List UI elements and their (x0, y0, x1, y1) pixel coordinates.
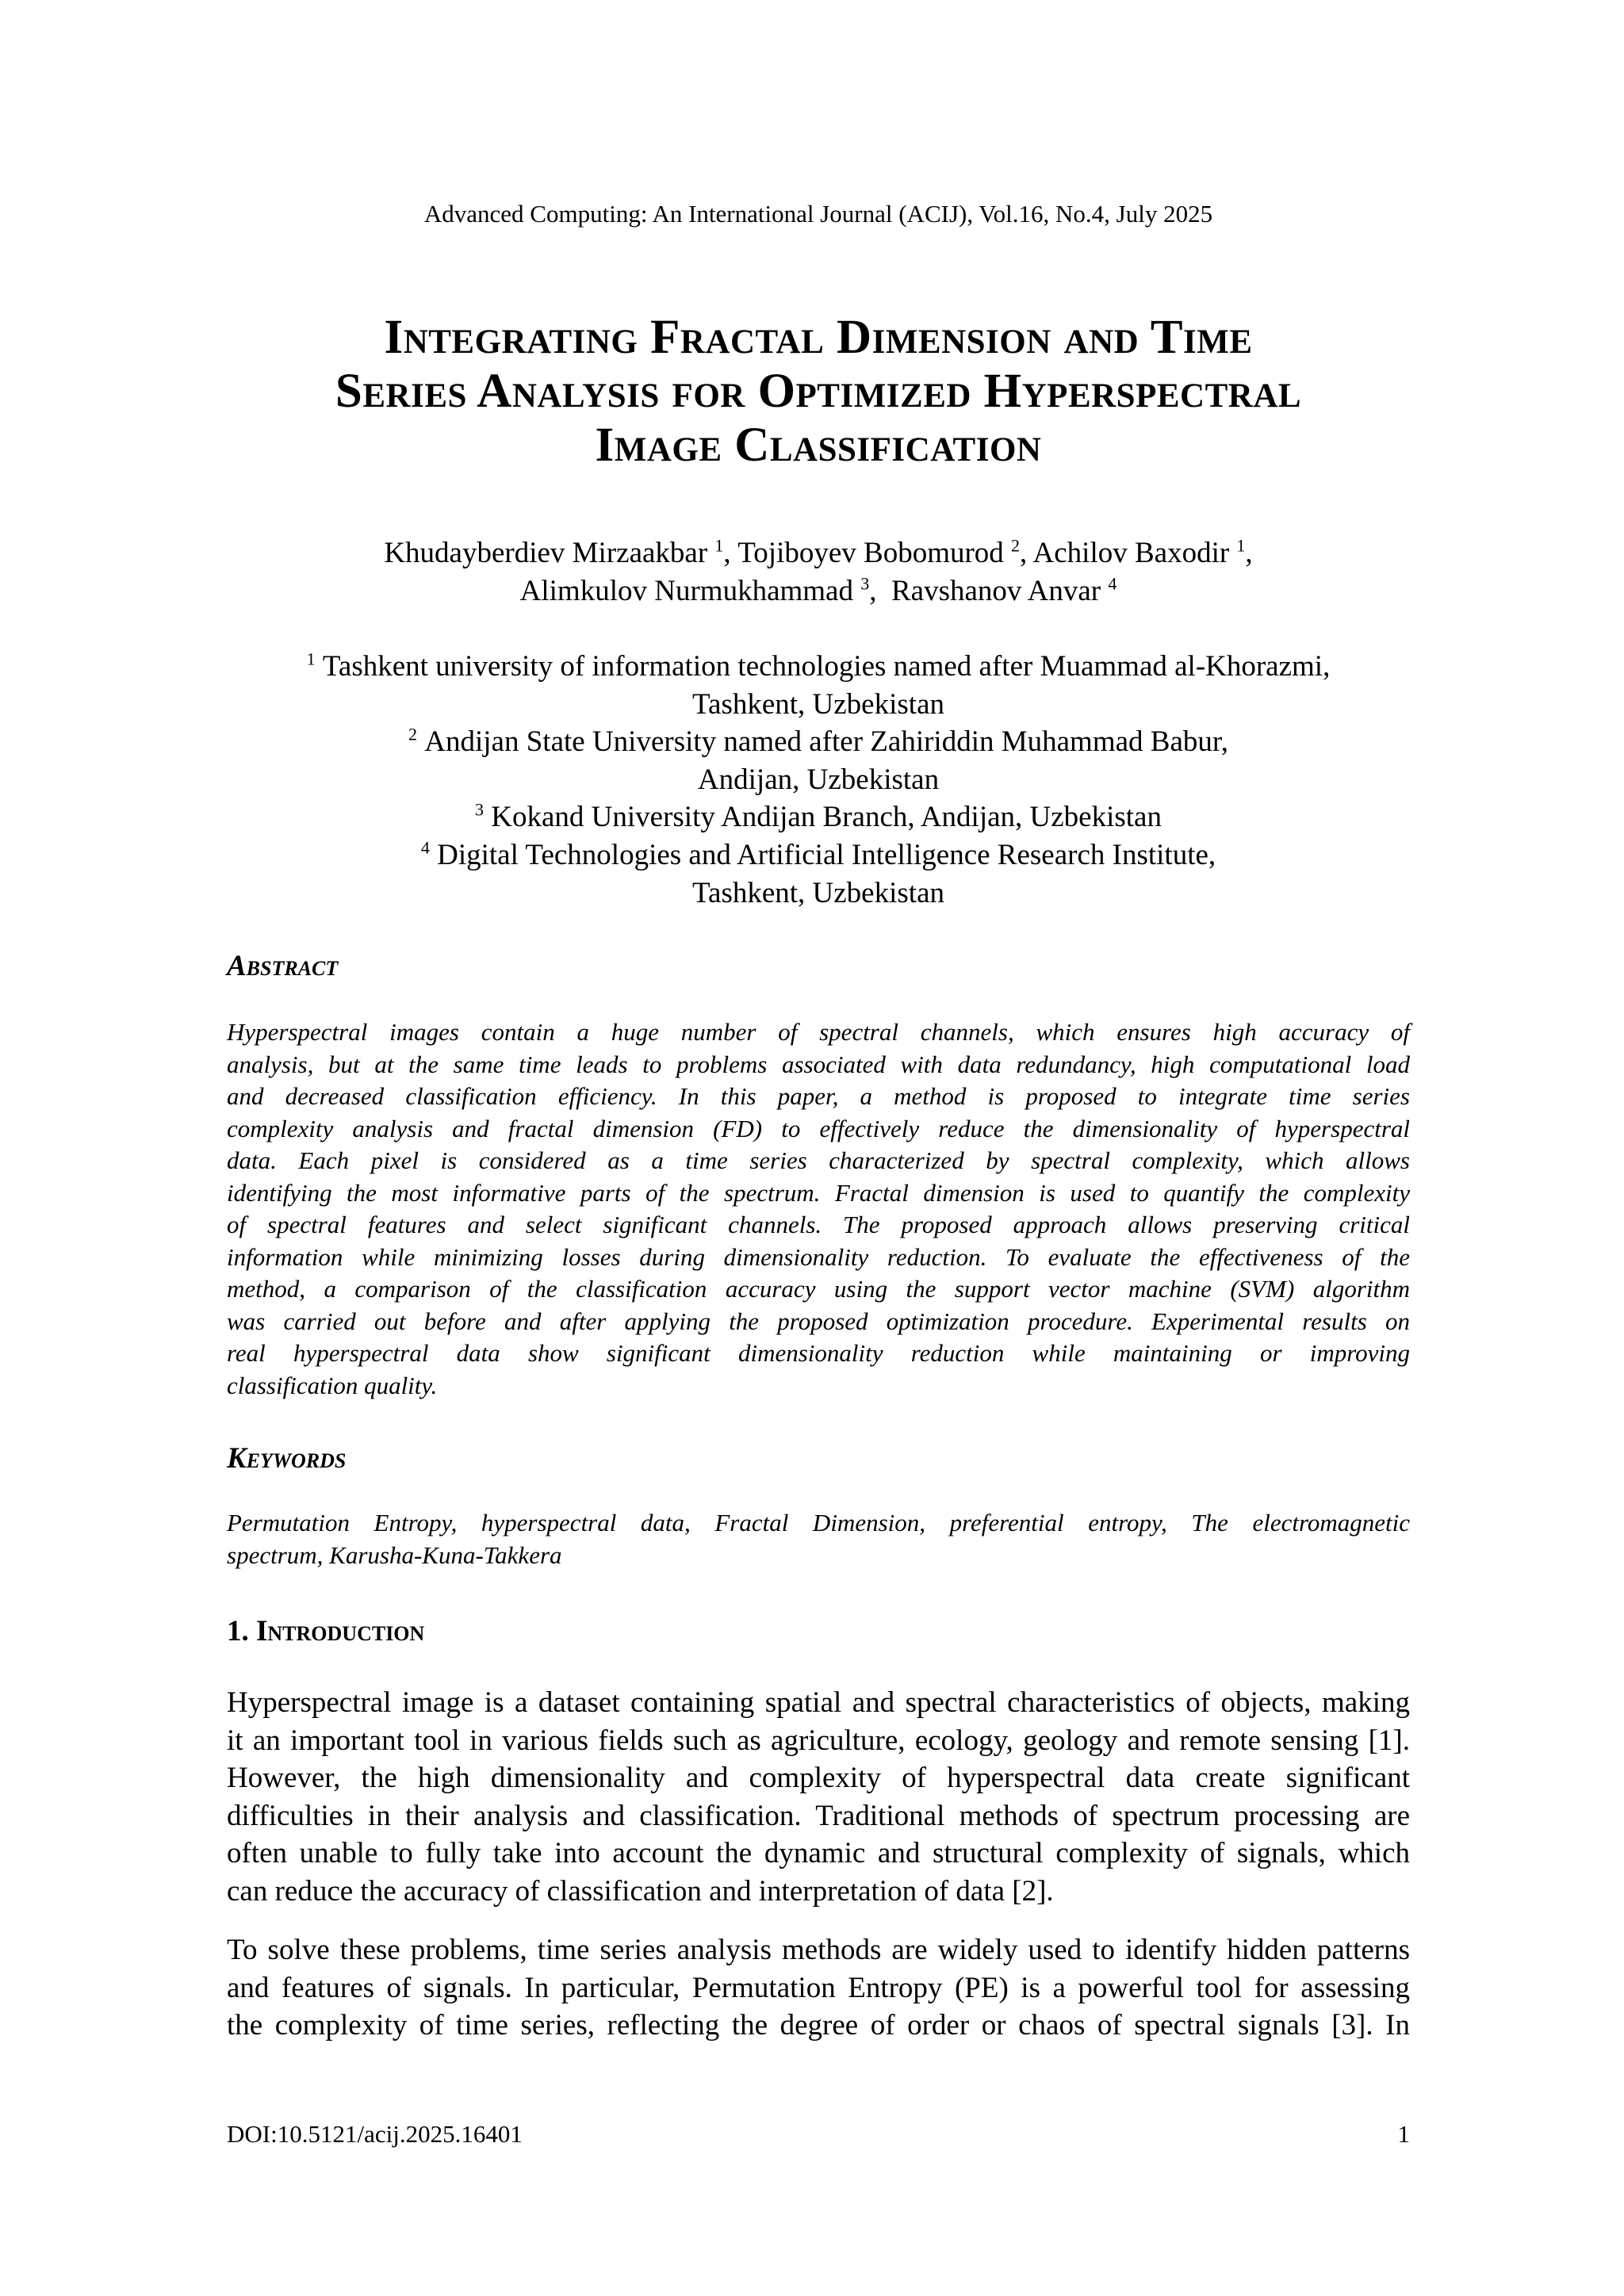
paper-title (227, 311, 1410, 473)
affiliation-list (227, 648, 1410, 912)
author-name: Khudayberdiev Mirzaakbar (384, 537, 708, 569)
introduction-heading: 1. Introduction (227, 1615, 425, 1647)
keywords-heading: Keywords (227, 1442, 347, 1475)
author-affiliation-mark: 2 (1011, 535, 1021, 556)
affiliation-line: Andijan, Uzbekistan (697, 763, 940, 796)
page-number: 1 (1397, 2120, 1410, 2148)
keywords-text: Permutation Entropy, hyperspectral data, Fractal Dimension, preferential entropy, The electromagnetic spectrum, Karusha-Kuna-Takkera (227, 1509, 1410, 1569)
author-line: Khudayberdiev Mirzaakbar $^1$, Tojiboyev Bobomurod $^2$, Achilov Baxodir $^1$, (384, 535, 1253, 569)
affiliation-line: Tashkent, Uzbekistan (692, 687, 944, 721)
affiliation-line: $^4$ Digital Technologies and Artificial Intelligence Research Institute, (420, 837, 1216, 871)
author-affiliation-mark: 1 (714, 535, 724, 556)
abstract-heading: Abstract (227, 950, 339, 982)
author-line: Alimkulov Nurmukhammad $^3$, Ravshanov Anvar $^4$ (519, 573, 1117, 607)
title-line: Integrating Fractal Dimension and Time (384, 311, 1253, 364)
author-name: Achilov Baxodir (1032, 537, 1230, 569)
introduction-paragraph-2: To solve these problems, time series analysis methods are widely used to identify hidden patterns and features of signals. In particular, Permutation Entropy (PE) is a powerful tool for assessing the complexity of time series, reflecting the degree of order or chaos of spectral signals [3]. In (227, 1934, 1410, 2042)
paper-page (227, 0, 1410, 2296)
author-list (227, 534, 1410, 610)
title-line: Series Analysis for Optimized Hyperspectral (335, 365, 1302, 418)
introduction-paragraph-1: Hyperspectral image is a dataset containing spatial and spectral characteristics of objects, making it an important tool in various fields such as agriculture, ecology, geology and remote sensing [1]. However, the high dimensionality and complexity of hyperspectral data create significant difficulties in their analysis and classification. Traditional methods of spectrum processing are often unable to fully take into account the dynamic and structural complexity of signals, which can reduce the accuracy of classification and interpretation of data [2]. (227, 1686, 1410, 1908)
author-affiliation-mark: 3 (860, 573, 870, 594)
title-line: Image Classification (595, 419, 1042, 472)
doi-link[interactable]: DOI:10.5121/acij.2025.16401 (227, 2120, 523, 2148)
abstract-text: Hyperspectral images contain a huge number of spectral channels, which ensures high accuracy of analysis, but at the same time leads to problems associated with data redundancy, high computational load and decreased classification efficiency. In this paper, a method is proposed to integrate time series complexity analysis and fractal dimension (FD) to effectively reduce the dimensionality of hyperspectral data. Each pixel is considered as a time series characterized by spectral complexity, which allows identifying the most informative parts of the spectrum. Fractal dimension is used to quantify the complexity of spectral features and select significant channels. The proposed approach allows preserving critical information while minimizing losses during dimensionality reduction. To evaluate the effectiveness of the method, a comparison of the classification accuracy using the support vector machine (SVM) algorithm was carried out before and after applying the proposed optimization procedure. Experimental results on real hyperspectral data show significant dimensionality reduction while maintaining or improving classification quality. (227, 1018, 1410, 1399)
affiliation-line: $^3$ Kokand University Andijan Branch, Andijan, Uzbekistan (475, 800, 1162, 834)
affiliation-line: Tashkent, Uzbekistan (692, 876, 944, 909)
author-name: Ravshanov Anvar (891, 575, 1101, 607)
author-name: Tojiboyev Bobomurod (737, 537, 1004, 569)
author-name: Alimkulov Nurmukhammad (519, 575, 853, 607)
author-affiliation-mark: 1 (1236, 535, 1246, 556)
affiliation-line: $^2$ Andijan State University named after Zahiriddin Muhammad Babur, (408, 724, 1228, 759)
author-affiliation-mark: 4 (1108, 573, 1117, 594)
affiliation-line: $^1$ Tashkent university of information technologies named after Muammad al-Khorazmi, (306, 649, 1331, 683)
running-header: Advanced Computing: An International Journal (ACIJ), Vol.16, No.4, July 2025 (423, 200, 1213, 228)
